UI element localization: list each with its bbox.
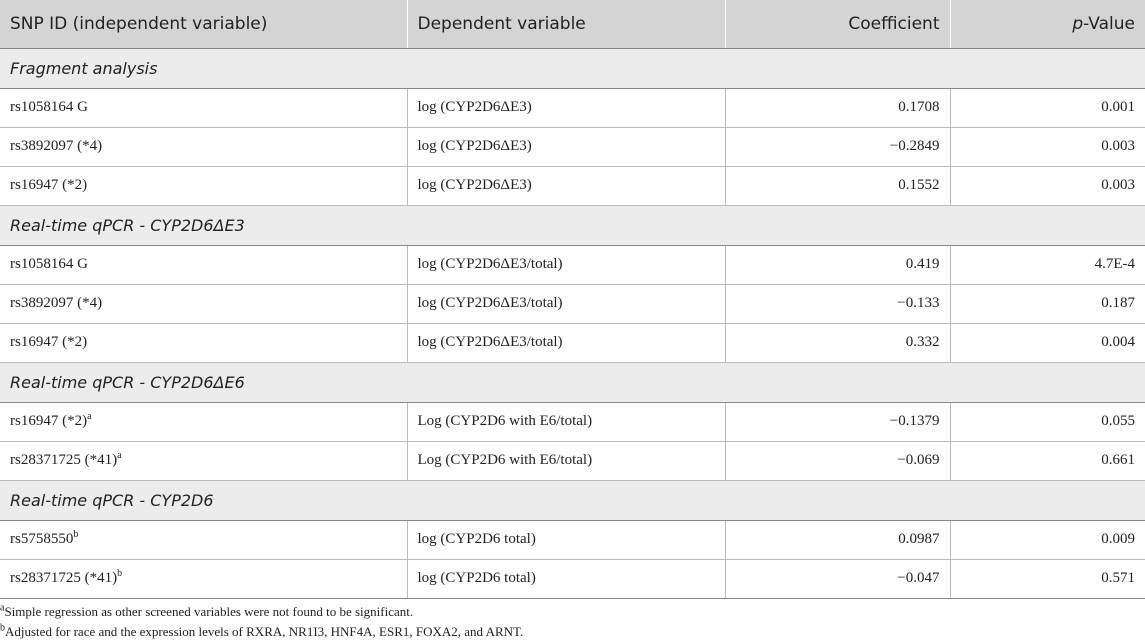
- snp-id: rs3892097 (*4): [10, 295, 103, 311]
- p-value-cell: 0.003: [950, 127, 1145, 166]
- table-row: [0, 559, 1145, 598]
- coefficient-cell: −0.069: [725, 441, 950, 480]
- snp-id-cell: [0, 245, 407, 284]
- table-row: [0, 284, 1145, 323]
- p-value-cell: 0.003: [950, 166, 1145, 205]
- snp-id-cell: [0, 402, 407, 441]
- dependent-variable-cell: log (CYP2D6ΔE3/total): [407, 284, 725, 323]
- dependent-variable-cell: log (CYP2D6 total): [407, 520, 725, 559]
- section-row: [0, 205, 1145, 245]
- coefficient-cell: 0.0987: [725, 520, 950, 559]
- coefficient-cell: 0.332: [725, 323, 950, 362]
- p-value-cell: 4.7E-4: [950, 245, 1145, 284]
- table-body: [0, 48, 1145, 598]
- table-header: [0, 0, 1145, 48]
- footnote-text: Simple regression as other screened variables were not found to be significant.: [4, 604, 414, 619]
- header-p-rest: -Value: [1083, 13, 1135, 34]
- snp-id-cell: [0, 520, 407, 559]
- footnote-marker: a: [0, 602, 5, 614]
- section-row: [0, 480, 1145, 520]
- coefficient-cell: 0.1552: [725, 166, 950, 205]
- snp-id-cell: [0, 284, 407, 323]
- snp-id: rs16947 (*2): [10, 413, 88, 429]
- footnote-marker: a: [117, 450, 122, 461]
- p-value-cell: 0.001: [950, 88, 1145, 127]
- dependent-variable-cell: log (CYP2D6ΔE3/total): [407, 323, 725, 362]
- footnote-marker: b: [117, 568, 123, 579]
- dependent-variable-cell: log (CYP2D6ΔE3): [407, 127, 725, 166]
- snp-id: rs5758550: [10, 531, 74, 547]
- dependent-variable-cell: Log (CYP2D6 with E6/total): [407, 402, 725, 441]
- snp-id: rs16947 (*2): [10, 334, 88, 350]
- table-row: [0, 88, 1145, 127]
- header-coefficient: Coefficient: [725, 0, 950, 48]
- coefficient-cell: −0.047: [725, 559, 950, 598]
- snp-id-cell: [0, 88, 407, 127]
- footnote: [0, 602, 523, 622]
- table-row: [0, 166, 1145, 205]
- snp-id: rs3892097 (*4): [10, 138, 103, 154]
- coefficient-cell: −0.2849: [725, 127, 950, 166]
- table-row: [0, 323, 1145, 362]
- coefficient-cell: −0.133: [725, 284, 950, 323]
- snp-id: rs1058164 G: [10, 256, 88, 272]
- dependent-variable-cell: Log (CYP2D6 with E6/total): [407, 441, 725, 480]
- dependent-variable-cell: log (CYP2D6ΔE3/total): [407, 245, 725, 284]
- snp-id-cell: [0, 127, 407, 166]
- footnote-marker: b: [0, 622, 5, 634]
- section-title: Real-time qPCR - CYP2D6: [0, 480, 1145, 520]
- header-snp-id: SNP ID (independent variable): [0, 0, 407, 48]
- section-row: [0, 362, 1145, 402]
- section-title: Real-time qPCR - CYP2D6ΔE3: [0, 205, 1145, 245]
- p-value-cell: 0.187: [950, 284, 1145, 323]
- coefficient-cell: −0.1379: [725, 402, 950, 441]
- snp-id: rs28371725 (*41): [10, 452, 118, 468]
- snp-id: rs16947 (*2): [10, 177, 88, 193]
- dependent-variable-cell: log (CYP2D6ΔE3): [407, 166, 725, 205]
- section-title: Real-time qPCR - CYP2D6ΔE6: [0, 362, 1145, 402]
- snp-id-cell: [0, 323, 407, 362]
- snp-id-cell: [0, 559, 407, 598]
- snp-id-cell: [0, 166, 407, 205]
- header-dependent-variable: Dependent variable: [407, 0, 725, 48]
- table-row: [0, 441, 1145, 480]
- table-row: [0, 245, 1145, 284]
- p-value-cell: 0.009: [950, 520, 1145, 559]
- table-row: [0, 402, 1145, 441]
- dependent-variable-cell: log (CYP2D6ΔE3): [407, 88, 725, 127]
- footnote-text: Adjusted for race and the expression levels of RXRA, NR1I3, HNF4A, ESR1, FOXA2, and ARNT.: [5, 624, 524, 639]
- table-row: [0, 127, 1145, 166]
- table-row: [0, 520, 1145, 559]
- footnotes: [0, 602, 523, 642]
- coefficient-cell: 0.419: [725, 245, 950, 284]
- snp-id: rs1058164 G: [10, 99, 88, 115]
- dependent-variable-cell: log (CYP2D6 total): [407, 559, 725, 598]
- footnote-marker: b: [73, 529, 79, 540]
- section-row: [0, 48, 1145, 88]
- snp-id-cell: [0, 441, 407, 480]
- p-value-cell: 0.661: [950, 441, 1145, 480]
- snp-id: rs28371725 (*41): [10, 570, 118, 586]
- footnote-marker: a: [87, 411, 92, 422]
- footnote: [0, 622, 523, 642]
- p-value-cell: 0.004: [950, 323, 1145, 362]
- p-value-cell: 0.571: [950, 559, 1145, 598]
- coefficient-cell: 0.1708: [725, 88, 950, 127]
- header-p-value: [950, 0, 1145, 48]
- p-value-cell: 0.055: [950, 402, 1145, 441]
- section-title: Fragment analysis: [0, 48, 1145, 88]
- header-p-italic: p: [1072, 13, 1084, 34]
